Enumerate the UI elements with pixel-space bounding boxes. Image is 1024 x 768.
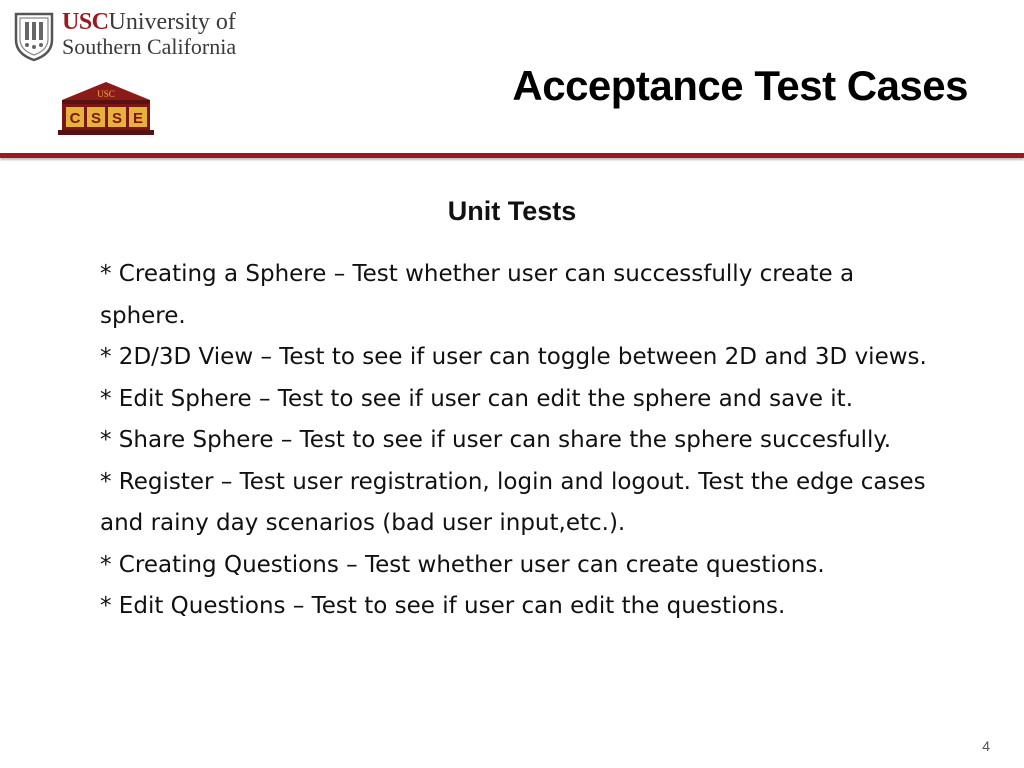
test-case-item: * Edit Questions – Test to see if user can edit the questions. [100, 593, 786, 619]
csse-letter-s2: S [111, 110, 123, 127]
test-case-list [100, 254, 940, 628]
test-case-item: * 2D/3D View – Test to see if user can toggle between 2D and 3D views. [100, 344, 927, 370]
usc-seal-icon [12, 10, 56, 62]
test-case-item: * Creating Questions – Test whether user can create questions. [100, 551, 825, 578]
test-case-item: * Creating a Sphere – Test whether user can successfully create a sphere. [100, 261, 855, 329]
section-subtitle: Unit Tests [447, 196, 577, 226]
usc-abbr: USC [62, 9, 109, 35]
page-number: 4 [982, 738, 990, 754]
csse-letter-e: E [132, 110, 144, 127]
csse-logo-icon [58, 80, 154, 136]
usc-logo [12, 10, 252, 66]
test-case-item: * Share Sphere – Test to see if user can share the sphere succesfully. [100, 427, 892, 453]
slide-title: Acceptance Test Cases [512, 62, 968, 109]
csse-letter-s1: S [90, 110, 102, 127]
usc-line1-rest: University of [108, 9, 236, 35]
csse-letter-c: C [69, 110, 81, 127]
csse-logo-top-text: USC [97, 89, 115, 99]
test-case-item: * Edit Sphere – Test to see if user can edit the sphere and save it. [100, 385, 854, 412]
header-divider [0, 153, 1024, 158]
usc-wordmark-line1 [62, 10, 236, 34]
usc-wordmark [62, 10, 236, 58]
usc-wordmark-line2: Southern California [62, 34, 237, 59]
test-case-item: * Register – Test user registration, login and logout. Test the edge cases and rainy day scenarios (bad user input,etc.). [100, 468, 926, 536]
